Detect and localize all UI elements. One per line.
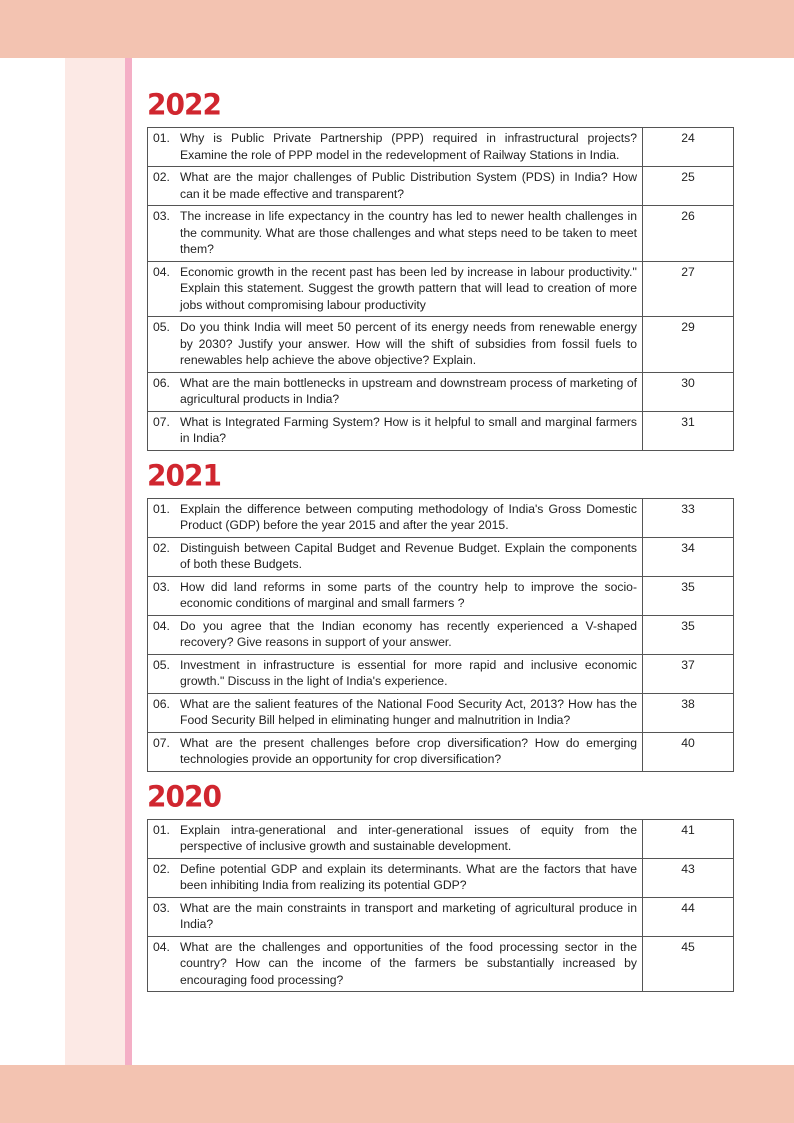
question-cell [148, 576, 643, 615]
question-text: Do you think India will meet 50 percent of its energy needs from renewable energy by 2030? Justify your answer. How will the shift of subsidies from fossil fuels to renewables help achieve the above objective? Explain. [180, 320, 637, 367]
question-text: What are the major challenges of Public Distribution System (PDS) in India? How can it be made effective and transparent? [180, 170, 637, 201]
table-row [148, 317, 734, 373]
question-cell [148, 261, 643, 317]
page-number: 33 [643, 498, 734, 537]
question-text: The increase in life expectancy in the country has led to newer health challenges in the community. What are those challenges and what steps need to be taken to meet them? [180, 209, 637, 256]
table-row [148, 372, 734, 411]
page-number: 24 [643, 128, 734, 167]
page-number: 27 [643, 261, 734, 317]
page-number: 44 [643, 897, 734, 936]
question-cell [148, 732, 643, 771]
question-text: What are the challenges and opportunities of the food processing sector in the country? How can the income of the farmers be substantially increased by encouraging food processing? [180, 939, 637, 987]
question-text: Why is Public Private Partnership (PPP) required in infrastructural projects? Examine the role of PPP model in the redevelopment of Railway Stations in India. [180, 131, 637, 162]
table-row [148, 498, 734, 537]
question-cell [148, 498, 643, 537]
question-cell [148, 654, 643, 693]
question-text: Economic growth in the recent past has been led by increase in labour productivity.'' Explain this statement. Suggest the growth pattern that will lead to creation of more jobs without compromising labour productivity [180, 264, 637, 312]
question-text: Explain the difference between computing methodology of India's Gross Domestic Product (GDP) before the year 2015 and after the year 2015. [180, 501, 637, 532]
page-number: 30 [643, 372, 734, 411]
year-heading: 2021 [147, 457, 221, 493]
table-row [148, 167, 734, 206]
question-cell [148, 206, 643, 262]
page-number: 43 [643, 858, 734, 897]
side-panel [65, 58, 125, 1065]
table-row [148, 261, 734, 317]
question-number: 04. [153, 939, 170, 954]
question-number: 06. [153, 696, 170, 711]
question-cell [148, 167, 643, 206]
question-text: Explain intra-generational and inter-generational issues of equity from the perspective of inclusive growth and sustainable development. [180, 822, 637, 853]
question-text: What are the salient features of the National Food Security Act, 2013? How has the Food Security Bill helped in eliminating hunger and malnutrition in India? [180, 696, 637, 727]
question-cell [148, 936, 643, 992]
question-table [147, 498, 734, 772]
question-number: 03. [153, 209, 170, 223]
page-number: 29 [643, 317, 734, 373]
page-number: 25 [643, 167, 734, 206]
table-row [148, 732, 734, 771]
year-heading: 2020 [147, 778, 221, 814]
question-cell [148, 819, 643, 858]
question-text: Distinguish between Capital Budget and Revenue Budget. Explain the components of both these Budgets. [180, 540, 637, 571]
question-text: Define potential GDP and explain its determinants. What are the factors that have been inhibiting India from realizing its potential GDP? [180, 861, 637, 892]
page-number: 35 [643, 576, 734, 615]
question-cell [148, 372, 643, 411]
question-number: 07. [153, 414, 170, 429]
table-row [148, 654, 734, 693]
question-number: 02. [153, 861, 170, 876]
question-table [147, 819, 734, 993]
question-text: What are the main constraints in transport and marketing of agricultural produce in India? [180, 900, 637, 931]
table-row [148, 411, 734, 450]
question-number: 07. [153, 735, 170, 750]
question-number: 03. [153, 900, 170, 915]
question-cell [148, 537, 643, 576]
table-row [148, 858, 734, 897]
question-cell [148, 317, 643, 373]
page-number: 45 [643, 936, 734, 992]
question-text: What is Integrated Farming System? How is it helpful to small and marginal farmers in India? [180, 414, 637, 445]
table-row [148, 576, 734, 615]
page-number: 38 [643, 693, 734, 732]
table-row [148, 936, 734, 992]
page-number: 40 [643, 732, 734, 771]
table-row [148, 615, 734, 654]
question-number: 02. [153, 170, 170, 184]
top-band [0, 0, 794, 58]
question-number: 04. [153, 264, 170, 279]
side-stripe [125, 58, 132, 1065]
question-number: 02. [153, 540, 170, 555]
page-number: 41 [643, 819, 734, 858]
question-text: What are the present challenges before crop diversification? How do emerging technologies provide an opportunity for crop diversification? [180, 735, 637, 766]
bottom-band [0, 1065, 794, 1123]
question-cell [148, 858, 643, 897]
question-number: 03. [153, 579, 170, 594]
question-cell [148, 693, 643, 732]
table-row [148, 206, 734, 262]
question-number: 06. [153, 375, 170, 390]
question-number: 01. [153, 131, 170, 145]
question-table [147, 127, 734, 451]
question-cell [148, 128, 643, 167]
page-number: 34 [643, 537, 734, 576]
question-index [147, 87, 734, 1004]
question-cell [148, 615, 643, 654]
table-row [148, 693, 734, 732]
question-number: 01. [153, 822, 170, 837]
question-text: What are the main bottlenecks in upstream and downstream process of marketing of agricultural products in India? [180, 375, 637, 406]
page-number: 31 [643, 411, 734, 450]
question-cell [148, 411, 643, 450]
page-number: 26 [643, 206, 734, 262]
question-text: How did land reforms in some parts of the country help to improve the socio-economic conditions of marginal and small farmers ? [180, 579, 637, 610]
page-number: 37 [643, 654, 734, 693]
question-text: Do you agree that the Indian economy has recently experienced a V-shaped recovery? Give reasons in support of your answer. [180, 618, 637, 649]
question-number: 04. [153, 618, 170, 633]
table-row [148, 897, 734, 936]
page-number: 35 [643, 615, 734, 654]
table-row [148, 128, 734, 167]
question-text: Investment in infrastructure is essential for more rapid and inclusive economic growth." Discuss in the light of India's experience. [180, 657, 637, 688]
table-row [148, 819, 734, 858]
year-heading: 2022 [147, 87, 221, 122]
table-row [148, 537, 734, 576]
question-number: 05. [153, 657, 170, 672]
question-number: 01. [153, 501, 170, 516]
question-number: 05. [153, 320, 170, 334]
question-cell [148, 897, 643, 936]
